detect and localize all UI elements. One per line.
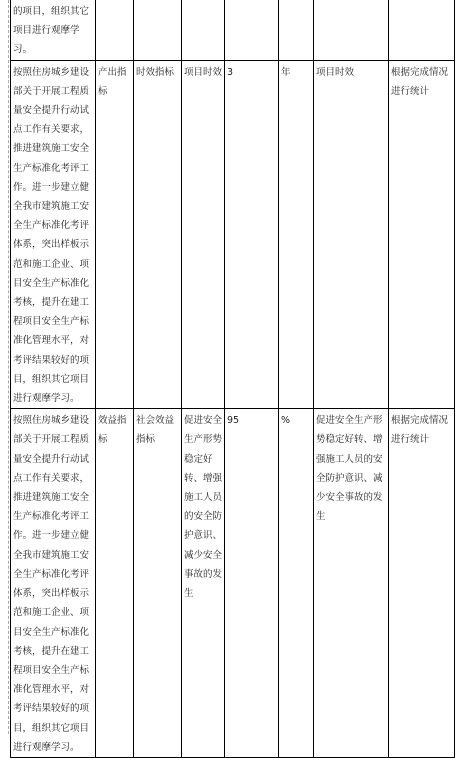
- cell-indicator-name: 项目时效: [182, 60, 225, 409]
- cell-level2-indicator: 社会效益指标: [134, 409, 182, 758]
- cell-unit: [279, 0, 314, 60]
- cell-description: 的项目，组织其它项目进行观摩学习。: [11, 0, 96, 60]
- cell-target-value: [225, 0, 279, 60]
- cell-level2-indicator: [134, 0, 182, 60]
- cell-unit: %: [279, 409, 314, 758]
- table-row: [11, 409, 455, 758]
- cell-target-value: 95: [225, 409, 279, 758]
- cell-indicator-name: [182, 0, 225, 60]
- page-margin-guide: [8, 0, 9, 734]
- cell-unit: 年: [279, 60, 314, 409]
- cell-indicator-content: 促进安全生产形势稳定好转、增强施工人员的安全防护意识、减少安全事故的发生: [314, 409, 389, 758]
- cell-evaluation-method: 根据完成情况进行统计: [389, 60, 455, 409]
- cell-evaluation-method: [389, 0, 455, 60]
- cell-level2-indicator: 时效指标: [134, 60, 182, 409]
- table-row: [11, 0, 455, 60]
- cell-description: 按照住房城乡建设部关于开展工程质量安全提升行动试点工作有关要求，推进建筑施工安全生产标准化考评工作。进一步建立健全我市建筑施工安全生产标准化考评体系，突出样板示范和施工企业、项目安全生产标准化考核，提升在建工程项目安全生产标准化管理水平，对考评结果较好的项目，组织其它项目进行观摩学习。: [11, 409, 96, 758]
- cell-indicator-content: [314, 0, 389, 60]
- cell-level1-indicator: [96, 0, 134, 60]
- performance-indicator-table: [10, 0, 455, 758]
- cell-description: 按照住房城乡建设部关于开展工程质量安全提升行动试点工作有关要求，推进建筑施工安全生产标准化考评工作。进一步建立健全我市建筑施工安全生产标准化考评体系，突出样板示范和施工企业、项目安全生产标准化考核，提升在建工程项目安全生产标准化管理水平，对考评结果较好的项目，组织其它项目进行观摩学习。: [11, 60, 96, 409]
- cell-level1-indicator: 效益指标: [96, 409, 134, 758]
- table-row: [11, 60, 455, 409]
- cell-target-value: 3: [225, 60, 279, 409]
- cell-indicator-name: 促进安全生产形势稳定好转、增强施工人员的安全防护意识、减少安全事故的发生: [182, 409, 225, 758]
- cell-indicator-content: 项目时效: [314, 60, 389, 409]
- cell-level1-indicator: 产出指标: [96, 60, 134, 409]
- cell-evaluation-method: 根据完成情况进行统计: [389, 409, 455, 758]
